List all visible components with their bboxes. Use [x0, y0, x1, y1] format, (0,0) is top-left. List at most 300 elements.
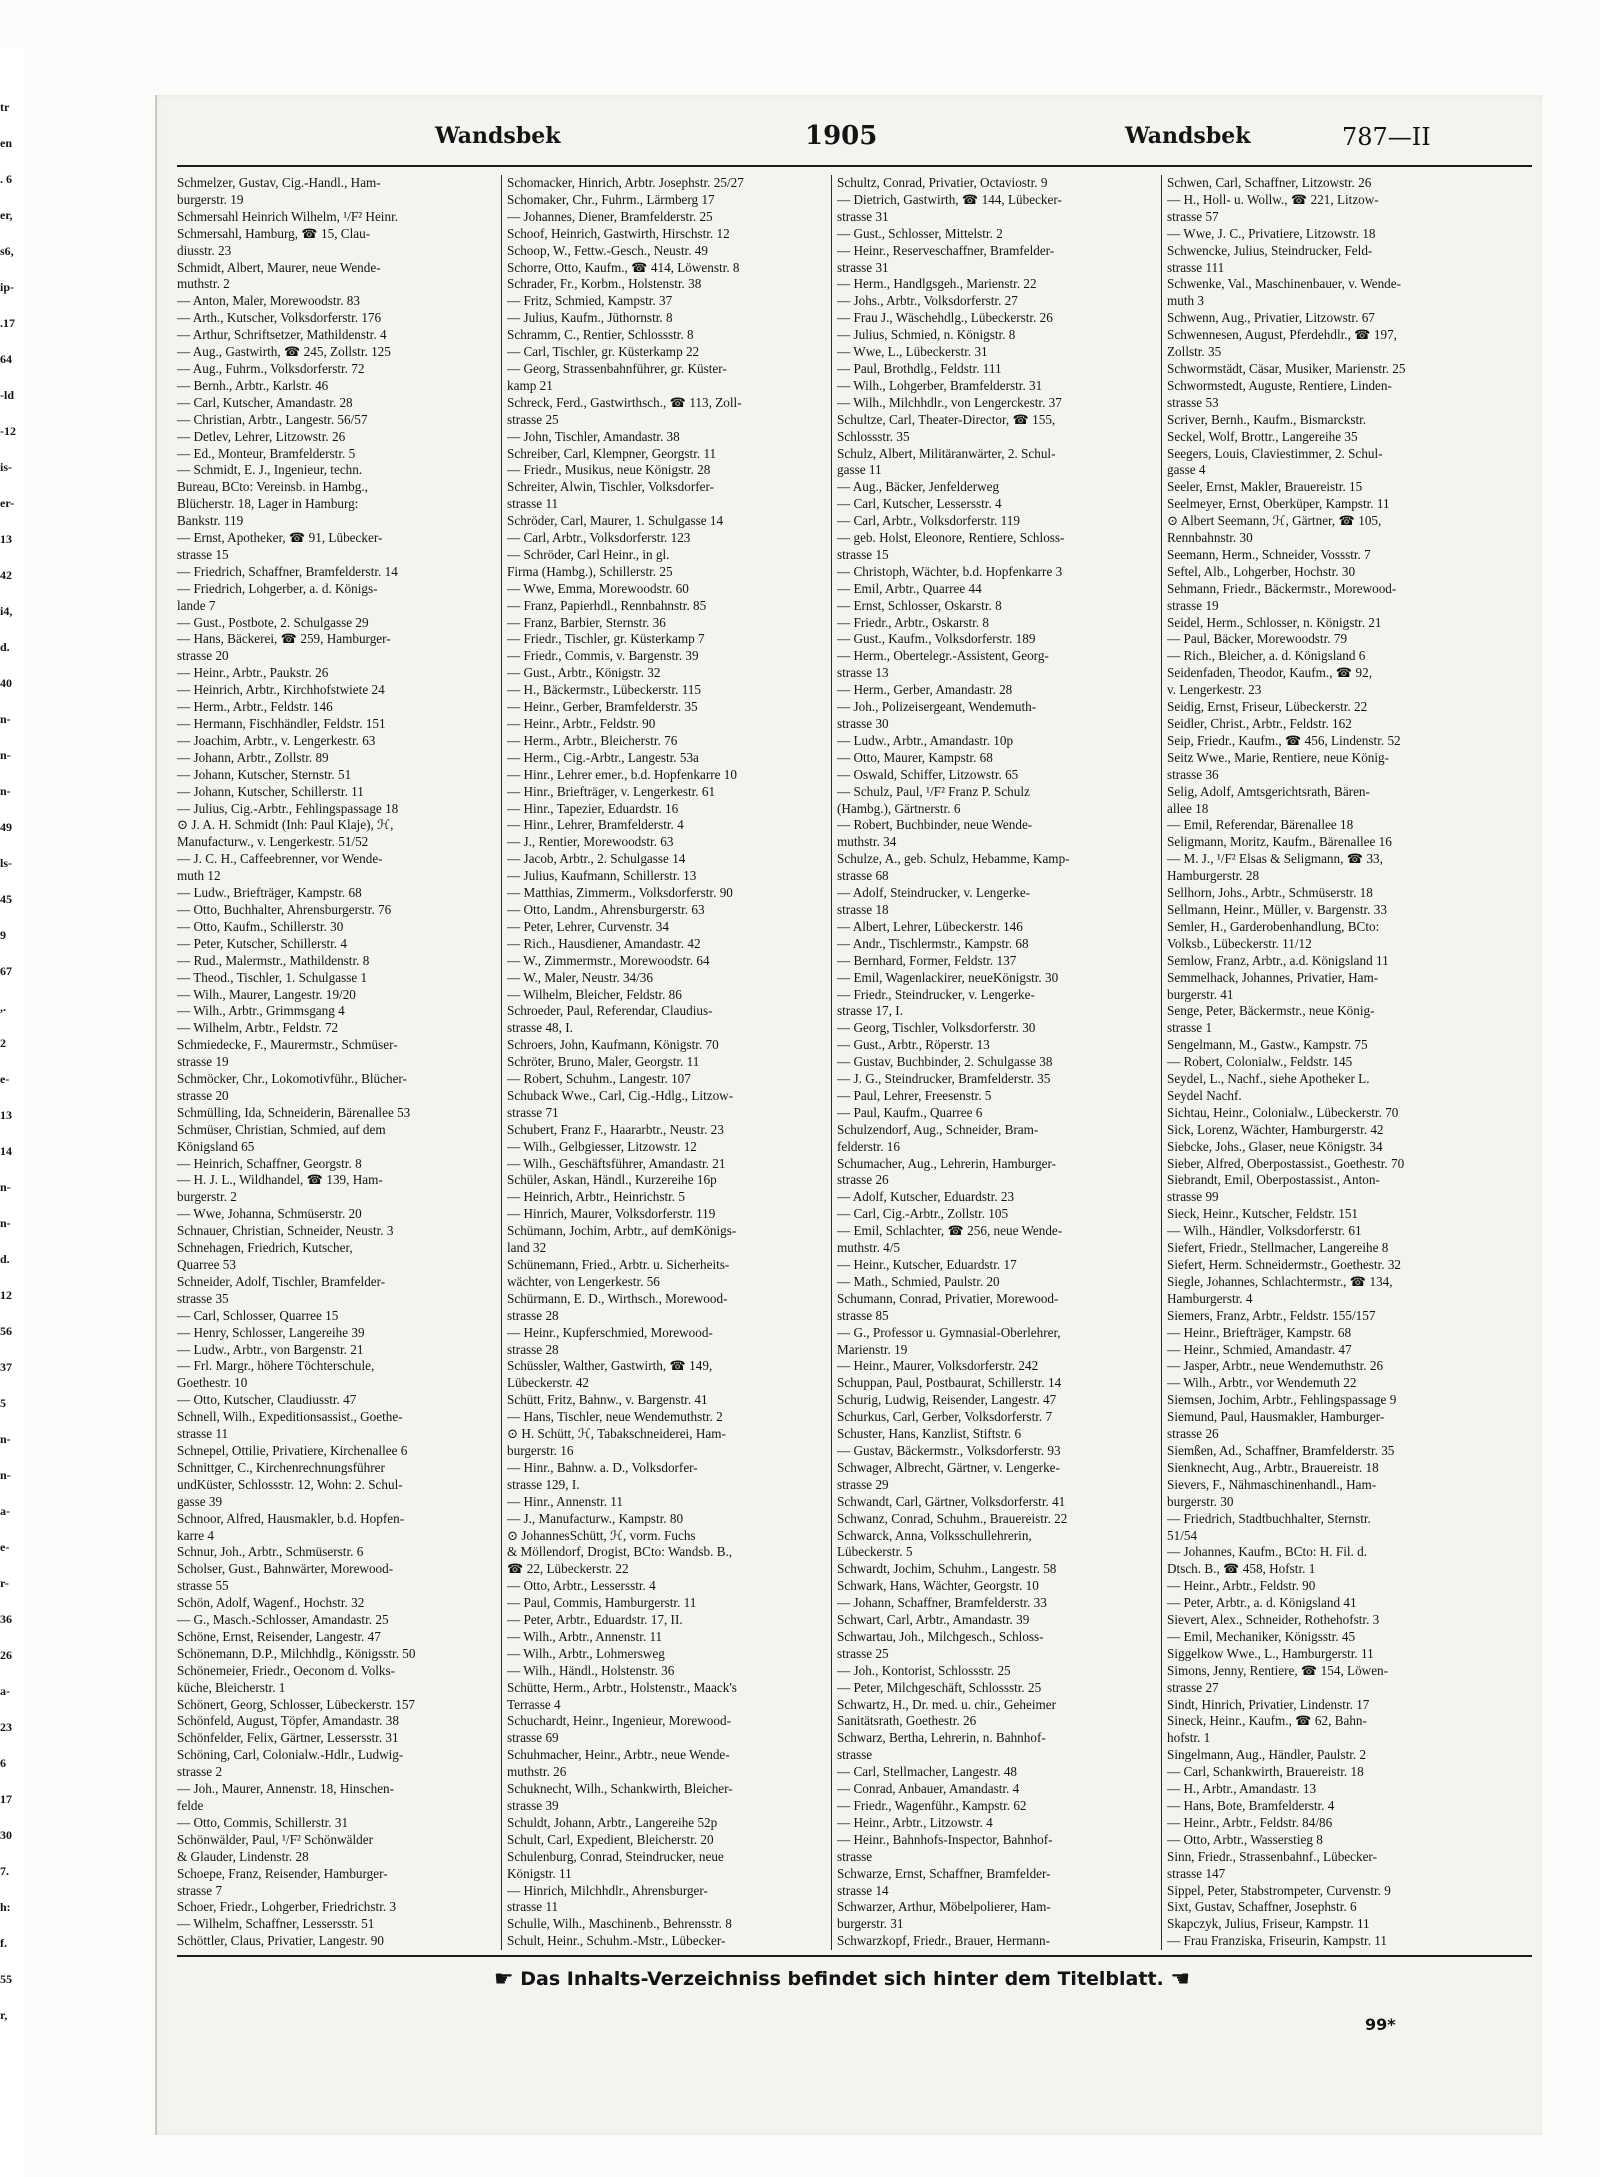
directory-entry-line: Schulzendorf, Aug., Schneider, Bram- — [837, 1121, 1039, 1137]
directory-entry-line: — Emil, Referendar, Bärenallee 18 — [1167, 817, 1354, 833]
directory-entry-line: strasse 129, I. — [507, 1476, 580, 1492]
directory-entry-line: — Friedr., Commis, v. Bargenstr. 39 — [507, 648, 699, 664]
directory-entry-line: strasse 31 — [837, 259, 889, 275]
directory-entry-line: Sinn, Friedr., Strassenbahnf., Lübecker- — [1167, 1848, 1377, 1864]
margin-fragment: s6, — [0, 244, 14, 258]
pointing-hand-left-icon: ☚ — [1170, 1967, 1191, 1992]
directory-entry-line: — Julius, Kaufm., Jüthornstr. 8 — [507, 310, 673, 326]
directory-entry-line: — Rich., Bleicher, a. d. Königsland 6 — [1167, 648, 1366, 664]
directory-entry-line: Schwardt, Jochim, Schuhm., Langestr. 58 — [837, 1561, 1057, 1577]
directory-entry-line: Schreiter, Alwin, Tischler, Volksdorfer- — [507, 479, 714, 495]
directory-entry-line: — Wilh., Maurer, Langestr. 19/20 — [177, 986, 356, 1002]
directory-entry-line: Schuster, Hans, Kanzlist, Stiftstr. 6 — [837, 1426, 1022, 1442]
directory-entry-line: — Dietrich, Gastwirth, ☎ 144, Lübecker- — [837, 191, 1062, 207]
directory-entry-line: Schwartau, Joh., Milchgesch., Schloss- — [837, 1628, 1044, 1644]
directory-entry-line: — Math., Schmied, Paulstr. 20 — [837, 1273, 1000, 1289]
directory-entry-line: — Wwe, Johanna, Schmüserstr. 20 — [177, 1206, 362, 1222]
directory-entry-line: strasse 26 — [837, 1172, 889, 1188]
directory-entry-line: — Carl, Kutscher, Lessersstr. 4 — [837, 496, 1002, 512]
directory-entry-line: Marienstr. 19 — [837, 1341, 908, 1357]
directory-entry-line: Sievers, F., Nähmaschinenhandl., Ham- — [1167, 1476, 1377, 1492]
directory-entry-line: Schurig, Ludwig, Reisender, Langestr. 47 — [837, 1392, 1057, 1408]
directory-entry-line: — Aug., Bäcker, Jenfelderweg — [837, 479, 1000, 495]
directory-entry-line: Selig, Adolf, Amtsgerichtsrath, Bären- — [1167, 783, 1370, 799]
directory-entry-line: Schmüser, Christian, Schmied, auf dem — [177, 1121, 386, 1137]
directory-entry-line: — Carl, Tischler, gr. Küsterkamp 22 — [507, 344, 700, 360]
directory-entry-line: Seip, Friedr., Kaufm., ☎ 456, Lindenstr. 52 — [1167, 732, 1401, 748]
directory-entry-line: Schnur, Joh., Arbtr., Schmüserstr. 6 — [177, 1544, 364, 1560]
directory-entry-line: felderstr. 16 — [837, 1138, 900, 1154]
directory-entry-line: burgerstr. 30 — [1167, 1493, 1234, 1509]
directory-entry-line: — Peter, Milchgeschäft, Schlossstr. 25 — [837, 1679, 1042, 1695]
directory-entry-line: muthstr. 4/5 — [837, 1240, 901, 1256]
directory-entry-line: — Ludw., Arbtr., von Bargenstr. 21 — [177, 1341, 364, 1357]
directory-entry-line: — Robert, Buchbinder, neue Wende- — [837, 817, 1033, 833]
directory-entry-line: Scholser, Gust., Bahnwärter, Morewood- — [177, 1561, 394, 1577]
directory-entry-line: — Hinr., Tapezier, Eduardstr. 16 — [507, 800, 679, 816]
directory-entry-line: strasse 71 — [507, 1104, 559, 1120]
directory-entry-line: Sieck, Heinr., Kutscher, Feldstr. 151 — [1167, 1206, 1359, 1222]
adjacent-page-margin — [0, 48, 24, 2177]
margin-fragment: n- — [0, 712, 11, 726]
margin-fragment: a- — [0, 1504, 10, 1518]
directory-entry-line: (Hambg.), Gärtnerstr. 6 — [837, 800, 961, 816]
directory-entry-line: — Ludw., Briefträger, Kampstr. 68 — [177, 885, 362, 901]
directory-entry-line: Schult, Carl, Expedient, Bleicherstr. 20 — [507, 1831, 714, 1847]
directory-entry-line: Siemßen, Ad., Schaffner, Bramfelderstr. 35 — [1167, 1442, 1395, 1458]
directory-entry-line: strasse 69 — [507, 1730, 559, 1746]
directory-entry-line: — Heinr., Arbtr., Paukstr. 26 — [177, 665, 329, 681]
directory-entry-line: Schoop, W., Fettw.-Gesch., Neustr. 49 — [507, 242, 708, 258]
directory-entry-line: strasse 14 — [837, 1882, 889, 1898]
directory-entry-line: Schoer, Friedr., Lohgerber, Friedrichstr. 3 — [177, 1899, 397, 1915]
margin-fragment: 40 — [0, 676, 12, 690]
directory-entry-line: & Möllendorf, Drogist, BCto: Wandsb. B., — [507, 1544, 733, 1560]
directory-entry-line: — Friedr., Arbtr., Oskarstr. 8 — [837, 614, 990, 630]
directory-entry-line: Schwenke, Val., Maschinenbauer, v. Wende- — [1167, 276, 1402, 292]
directory-entry-line: Schuback Wwe., Carl, Cig.-Hdlg., Litzow- — [507, 1087, 734, 1103]
footer-rule — [177, 1955, 1532, 1957]
directory-entry-line: Seftel, Alb., Lohgerber, Hochstr. 30 — [1167, 563, 1356, 579]
directory-entry-line: Firma (Hambg.), Schillerstr. 25 — [507, 563, 673, 579]
margin-fragment: . 6 — [0, 172, 12, 186]
margin-fragment: 13 — [0, 532, 12, 546]
directory-entry-line: ⊙ JohannesSchütt, ℋ, vorm. Fuchs — [507, 1527, 696, 1543]
directory-entry-line: strasse 27 — [1167, 1679, 1219, 1695]
directory-entry-line: muthstr. 26 — [507, 1764, 567, 1780]
directory-entry-line: — M. J., ¹/F² Elsas & Seligmann, ☎ 33, — [1167, 851, 1383, 867]
directory-entry-line: kamp 21 — [507, 377, 553, 393]
directory-entry-line: — Bernhard, Former, Feldstr. 137 — [837, 952, 1017, 968]
directory-entry-line: land 32 — [507, 1240, 547, 1256]
directory-entry-line: strasse 20 — [177, 648, 229, 664]
directory-entry-line: — Gust., Schlosser, Mittelstr. 2 — [837, 225, 1003, 241]
directory-entry-line: Sehmann, Friedr., Bäckermstr., Morewood- — [1167, 580, 1397, 596]
margin-fragment: 12 — [0, 1288, 12, 1302]
directory-entry-line: — H., Holl- u. Wollw., ☎ 221, Litzow- — [1167, 191, 1379, 207]
directory-entry-line: — Christoph, Wächter, b.d. Hopfenkarre 3 — [837, 563, 1063, 579]
directory-page — [155, 95, 1542, 2135]
margin-fragment: 36 — [0, 1612, 12, 1626]
directory-entry-line: — Paul, Kaufm., Quarree 6 — [837, 1104, 983, 1120]
margin-fragment: -12 — [0, 424, 16, 438]
directory-entry-line: Schmöcker, Chr., Lokomotivführ., Blücher- — [177, 1071, 407, 1087]
directory-entry-line: Sichtau, Heinr., Colonialw., Lübeckerstr. 70 — [1167, 1104, 1399, 1120]
directory-entry-line: Schulle, Wilh., Maschinenb., Behrensstr. 8 — [507, 1916, 732, 1932]
directory-entry-line: muth 12 — [177, 868, 221, 884]
directory-entry-line: strasse 30 — [837, 716, 889, 731]
directory-entry-line: Hamburgerstr. 28 — [1167, 868, 1260, 884]
directory-entry-line: Seidenfaden, Theodor, Kaufm., ☎ 92, — [1167, 665, 1372, 681]
directory-entry-line: — Otto, Maurer, Kampstr. 68 — [837, 749, 993, 765]
header-rule — [177, 165, 1532, 167]
directory-entry-line: ⊙ H. Schütt, ℋ, Tabakschneiderei, Ham- — [507, 1426, 726, 1442]
directory-entry-line: Sindt, Hinrich, Privatier, Lindenstr. 17 — [1167, 1696, 1370, 1712]
margin-fragment: 56 — [0, 1324, 12, 1338]
directory-entry-line: — Heinr., Schmied, Amandastr. 47 — [1167, 1341, 1352, 1357]
directory-entry-line: Schmiedecke, F., Maurermstr., Schmüser- — [177, 1037, 398, 1053]
directory-entry-line: — Otto, Buchhalter, Ahrensburgerstr. 76 — [177, 901, 392, 917]
directory-entry-line: strasse 11 — [507, 496, 559, 512]
directory-entry-line: karre 4 — [177, 1527, 214, 1543]
directory-entry-line: — Herm., Cig.-Arbtr., Langestr. 53a — [507, 749, 699, 765]
directory-entry-line: — Bernh., Arbtr., Karlstr. 46 — [177, 377, 329, 393]
directory-entry-line: Schwart, Carl, Arbtr., Amandastr. 39 — [837, 1612, 1030, 1628]
directory-entry-line: — Jasper, Arbtr., neue Wendemuthstr. 26 — [1167, 1358, 1384, 1374]
directory-entry-line: — Hinrich, Milchhdlr., Ahrensburger- — [507, 1882, 708, 1898]
directory-entry-line: Schnoor, Alfred, Hausmakler, b.d. Hopfen- — [177, 1510, 405, 1526]
directory-entry-line: Schmelzer, Gustav, Cig.-Handl., Ham- — [177, 175, 381, 190]
directory-entry-line: Schwenn, Aug., Privatier, Litzowstr. 67 — [1167, 310, 1375, 326]
directory-entry-line: — H. J. L., Wildhandel, ☎ 139, Ham- — [177, 1172, 383, 1188]
directory-entry-line: — Schmidt, E. J., Ingenieur, techn. — [177, 462, 363, 478]
directory-entry-line: muth 3 — [1167, 293, 1204, 309]
directory-entry-line: Schüssler, Walther, Gastwirth, ☎ 149, — [507, 1358, 713, 1374]
directory-entry-line: — Wilh., Gelbgiesser, Litzowstr. 12 — [507, 1138, 697, 1154]
directory-entry-line: Volksb., Lübeckerstr. 11/12 — [1167, 935, 1312, 951]
directory-entry-line: ⊙ J. A. H. Schmidt (Inh: Paul Klaje), ℋ, — [177, 817, 394, 833]
directory-entry-line: — Friedr., Steindrucker, v. Lengerke- — [837, 986, 1035, 1002]
directory-entry-line: strasse 13 — [837, 665, 889, 681]
directory-entry-line: Terrasse 4 — [507, 1696, 561, 1712]
directory-entry-line: Senge, Peter, Bäckermstr., neue König- — [1167, 1003, 1375, 1019]
directory-entry-line: — Ernst, Apotheker, ☎ 91, Lübecker- — [177, 530, 383, 546]
directory-entry-line: — Heinr., Reserveschaffner, Bramfelder- — [837, 242, 1055, 258]
directory-entry-line: Schroers, John, Kaufmann, Königstr. 70 — [507, 1037, 719, 1053]
directory-entry-line: strasse — [837, 1747, 873, 1763]
directory-entry-line: — Wilh., Milchhdlr., von Lengerckestr. 37 — [837, 394, 1062, 410]
directory-entry-line: — Andr., Tischlermstr., Kampstr. 68 — [837, 935, 1029, 951]
directory-entry-line: — Friedr., Tischler, gr. Küsterkamp 7 — [507, 631, 705, 647]
margin-fragment: 2 — [0, 1036, 6, 1050]
directory-entry-line: — Arthur, Schriftsetzer, Mathildenstr. 4 — [177, 327, 387, 343]
column-2 — [507, 175, 825, 1950]
directory-entry-line: ⊙ Albert Seemann, ℋ, Gärtner, ☎ 105, — [1167, 513, 1382, 529]
directory-entry-line: — Georg, Tischler, Volksdorferstr. 30 — [837, 1020, 1036, 1036]
directory-entry-line: — Johann, Kutscher, Schillerstr. 11 — [177, 783, 364, 799]
column-divider — [831, 175, 832, 1950]
directory-entry-line: — W., Zimmermstr., Morewoodstr. 64 — [507, 952, 710, 968]
directory-entry-line: Schwarzkopf, Friedr., Brauer, Hermann- — [837, 1933, 1050, 1949]
margin-fragment: er, — [0, 208, 13, 222]
directory-entry-line: Sixt, Gustav, Schaffner, Josephstr. 6 — [1167, 1899, 1357, 1915]
directory-entry-line: — Jacob, Arbtr., 2. Schulgasse 14 — [507, 851, 686, 867]
directory-entry-line: — Hinr., Bahnw. a. D., Volksdorfer- — [507, 1459, 698, 1475]
directory-entry-line: strasse 99 — [1167, 1189, 1219, 1205]
directory-entry-line: — Gust., Arbtr., Königstr. 32 — [507, 665, 661, 681]
directory-entry-line: Schwandt, Carl, Gärtner, Volksdorferstr. 41 — [837, 1493, 1066, 1509]
footer-note — [392, 1967, 1292, 1992]
directory-entry-line: Sellmann, Heinr., Müller, v. Bargenstr. 33 — [1167, 901, 1387, 917]
directory-entry-line: Schwarck, Anna, Volksschullehrerin, — [837, 1527, 1032, 1543]
directory-entry-line: Schönert, Georg, Schlosser, Lübeckerstr. 157 — [177, 1696, 416, 1712]
directory-entry-line: — Johannes, Kaufm., BCto: H. Fil. d. — [1167, 1544, 1368, 1560]
directory-entry-line: — Rich., Hausdiener, Amandastr. 42 — [507, 935, 701, 951]
directory-entry-line: strasse 19 — [1167, 597, 1219, 613]
directory-entry-line: — Heinr., Kupferschmied, Morewood- — [507, 1324, 713, 1340]
margin-fragment: ls- — [0, 856, 12, 870]
directory-entry-line: — Georg, Strassenbahnführer, gr. Küster- — [507, 360, 727, 376]
directory-entry-line: strasse 20 — [177, 1087, 229, 1103]
directory-entry-line: Seemann, Herm., Schneider, Vossstr. 7 — [1167, 546, 1371, 562]
directory-entry-line: Dtsch. B., ☎ 458, Hofstr. 1 — [1167, 1561, 1316, 1577]
directory-entry-line: Siefert, Friedr., Stellmacher, Langereihe 8 — [1167, 1240, 1389, 1256]
directory-entry-line: Schwormstedt, Auguste, Rentiere, Linden- — [1167, 377, 1392, 393]
directory-entry-line: Schumann, Conrad, Privatier, Morewood- — [837, 1290, 1059, 1306]
directory-entry-line: — Gust., Arbtr., Röperstr. 13 — [837, 1037, 990, 1053]
directory-entry-line: — Hinr., Annenstr. 11 — [507, 1493, 623, 1509]
directory-entry-line: — H., Bäckermstr., Lübeckerstr. 115 — [507, 682, 701, 698]
directory-entry-line: muthstr. 34 — [837, 834, 897, 850]
directory-entry-line: Sievert, Alex., Schneider, Rothehofstr. 3 — [1167, 1612, 1380, 1628]
directory-entry-line: — Heinr., Gerber, Bramfelderstr. 35 — [507, 699, 698, 715]
margin-fragment: 17 — [0, 1792, 12, 1806]
directory-entry-line: Schulze, A., geb. Schulz, Hebamme, Kamp- — [837, 851, 1070, 867]
directory-entry-line: strasse 53 — [1167, 394, 1219, 410]
margin-fragment: 14 — [0, 1144, 12, 1158]
header-city-right: Wandsbek — [1125, 123, 1251, 149]
directory-entry-line: Schöttler, Claus, Privatier, Langestr. 90 — [177, 1933, 384, 1949]
directory-entry-line: strasse 19 — [177, 1054, 229, 1070]
directory-entry-line: — Wilhelm, Arbtr., Feldstr. 72 — [177, 1020, 339, 1036]
margin-fragment: ip- — [0, 280, 15, 294]
directory-entry-line: — Wwe, J. C., Privatiere, Litzowstr. 18 — [1167, 225, 1376, 241]
directory-entry-line: — Carl, Arbtr., Volksdorferstr. 119 — [837, 513, 1020, 529]
directory-entry-line: Schramm, C., Rentier, Schlossstr. 8 — [507, 327, 694, 343]
directory-entry-line: — Johs., Arbtr., Volksdorferstr. 27 — [837, 293, 1018, 309]
margin-fragment: en — [0, 136, 12, 150]
directory-entry-line: — Peter, Kutscher, Schillerstr. 4 — [177, 935, 347, 951]
directory-entry-line: — Frau Franziska, Friseurin, Kampstr. 11 — [1167, 1933, 1388, 1949]
directory-entry-line: Zollstr. 35 — [1167, 344, 1222, 360]
directory-entry-line: — Heinr., Kutscher, Eduardstr. 17 — [837, 1257, 1017, 1272]
margin-fragment: 23 — [0, 1720, 12, 1734]
directory-entry-line: — Franz, Barbier, Sternstr. 36 — [507, 614, 666, 630]
directory-entry-line: — Hinr., Lehrer emer., b.d. Hopfenkarre 10 — [507, 766, 737, 782]
directory-entry-line: — Friedrich, Schaffner, Bramfelderstr. 14 — [177, 563, 398, 579]
directory-entry-line: — Gust., Kaufm., Volksdorferstr. 189 — [837, 631, 1036, 647]
directory-entry-line: Schomacker, Hinrich, Arbtr. Josephstr. 25/27 — [507, 175, 744, 190]
directory-entry-line: Siemers, Franz, Arbtr., Feldstr. 155/157 — [1167, 1307, 1376, 1323]
directory-entry-line: strasse — [837, 1848, 873, 1864]
directory-entry-line: Seeler, Ernst, Makler, Brauereistr. 15 — [1167, 479, 1363, 495]
page-header — [177, 123, 1542, 153]
directory-entry-line: Schütt, Fritz, Bahnw., v. Bargenstr. 41 — [507, 1392, 708, 1408]
entry-columns — [177, 175, 1542, 1950]
directory-entry-line: muthstr. 2 — [177, 276, 230, 292]
directory-entry-line: strasse 85 — [837, 1307, 889, 1323]
directory-entry-line: Schoof, Heinrich, Gastwirth, Hirschstr. 12 — [507, 225, 730, 241]
directory-entry-line: Schuchardt, Heinr., Ingenieur, Morewood- — [507, 1713, 731, 1729]
directory-entry-line: — Wilh., Händler, Volksdorferstr. 61 — [1167, 1223, 1362, 1239]
directory-entry-line: — Wilh., Arbtr., Annenstr. 11 — [507, 1628, 663, 1644]
directory-entry-line: Schön, Adolf, Wagenf., Hochstr. 32 — [177, 1595, 365, 1611]
directory-entry-line: felde — [177, 1798, 204, 1813]
directory-entry-line: — Wilhelm, Schaffner, Lessersstr. 51 — [177, 1916, 375, 1932]
directory-entry-line: Schwarze, Ernst, Schaffner, Bramfelder- — [837, 1865, 1051, 1881]
directory-entry-line: Seydel, L., Nachf., siehe Apotheker L. — [1167, 1071, 1370, 1087]
directory-entry-line: Schnauer, Christian, Schneider, Neustr. 3 — [177, 1223, 394, 1239]
directory-entry-line: — Joh., Kontorist, Schlossstr. 25 — [837, 1662, 1011, 1678]
directory-entry-line: — Carl, Schlosser, Quarree 15 — [177, 1307, 339, 1323]
directory-entry-line: küche, Bleicherstr. 1 — [177, 1679, 286, 1695]
margin-fragment: f. — [0, 1936, 7, 1950]
directory-entry-line: — Albert, Lehrer, Lübeckerstr. 146 — [837, 918, 1023, 934]
directory-entry-line: — Ernst, Schlosser, Oskarstr. 8 — [837, 597, 1002, 613]
directory-entry-line: strasse 28 — [507, 1307, 559, 1323]
margin-fragment: 9 — [0, 928, 6, 942]
column-divider — [501, 175, 502, 1950]
directory-entry-line: — Wwe, L., Lübeckerstr. 31 — [837, 344, 988, 360]
directory-entry-line: Bureau, BCto: Vereinsb. in Hambg., — [177, 479, 368, 495]
directory-entry-line: Seidel, Herm., Schlosser, n. Königstr. 21 — [1167, 614, 1382, 630]
directory-entry-line: — Herm., Arbtr., Bleicherstr. 76 — [507, 732, 678, 748]
margin-fragment: e- — [0, 1072, 10, 1086]
directory-entry-line: Schönemeier, Friedr., Oeconom d. Volks- — [177, 1662, 396, 1678]
directory-entry-line: — Julius, Cig.-Arbtr., Fehlingspassage 18 — [177, 800, 399, 816]
directory-entry-line: Schnepel, Ottilie, Privatiere, Kirchenallee 6 — [177, 1442, 408, 1458]
directory-entry-line: Lübeckerstr. 5 — [837, 1544, 913, 1560]
directory-entry-line: strasse 26 — [1167, 1426, 1219, 1442]
directory-entry-line: — Wilh., Arbtr., vor Wendemuth 22 — [1167, 1375, 1357, 1391]
directory-entry-line: diusstr. 23 — [177, 242, 232, 258]
directory-entry-line: — Johannes, Diener, Bramfelderstr. 25 — [507, 208, 713, 224]
directory-entry-line: Schumacher, Aug., Lehrerin, Hamburger- — [837, 1155, 1057, 1171]
directory-entry-line: strasse 2 — [177, 1764, 223, 1780]
directory-entry-line: — Heinr., Arbtr., Feldstr. 84/86 — [1167, 1814, 1333, 1830]
directory-entry-line: — Frl. Margr., höhere Töchterschule, — [177, 1358, 375, 1374]
directory-entry-line: — Hinr., Lehrer, Bramfelderstr. 4 — [507, 817, 684, 833]
directory-entry-line: Schümann, Jochim, Arbtr., auf demKönigs- — [507, 1223, 737, 1239]
directory-entry-line: Siebrandt, Emil, Oberpostassist., Anton- — [1167, 1172, 1380, 1188]
directory-entry-line: strasse 55 — [177, 1578, 229, 1594]
directory-entry-line: Schürmann, E. D., Wirthsch., Morewood- — [507, 1290, 728, 1306]
directory-entry-line: strasse 35 — [177, 1290, 229, 1306]
directory-entry-line: Schwencke, Julius, Steindrucker, Feld- — [1167, 242, 1373, 258]
directory-entry-line: allee 18 — [1167, 800, 1209, 816]
directory-entry-line: — Johann, Arbtr., Zollstr. 89 — [177, 749, 329, 765]
directory-entry-line: Skapczyk, Julius, Friseur, Kampstr. 11 — [1167, 1916, 1370, 1932]
directory-entry-line: strasse 7 — [177, 1882, 223, 1898]
directory-entry-line: Goethestr. 10 — [177, 1375, 248, 1391]
directory-entry-line: Manufacturw., v. Lengerkestr. 51/52 — [177, 834, 369, 850]
margin-fragment: 6 — [0, 1756, 6, 1770]
directory-entry-line: — Otto, Commis, Schillerstr. 31 — [177, 1814, 349, 1830]
directory-entry-line: Sick, Lorenz, Wächter, Hamburgerstr. 42 — [1167, 1121, 1384, 1137]
directory-entry-line: strasse 18 — [837, 901, 889, 917]
directory-entry-line: — Gustav, Buchbinder, 2. Schulgasse 38 — [837, 1054, 1053, 1070]
column-1 — [177, 175, 495, 1950]
directory-entry-line: — Hinr., Briefträger, v. Lengerkestr. 61 — [507, 783, 716, 799]
directory-entry-line: strasse 15 — [177, 546, 229, 562]
directory-entry-line: Siggelkow Wwe., L., Hamburgerstr. 11 — [1167, 1645, 1374, 1661]
directory-entry-line: Schwager, Albrecht, Gärtner, v. Lengerke- — [837, 1459, 1060, 1475]
directory-entry-line: Schönfeld, August, Töpfer, Amandastr. 38 — [177, 1713, 399, 1729]
directory-entry-line: — Franz, Papierhdl., Rennbahnstr. 85 — [507, 597, 707, 613]
margin-fragment: -ld — [0, 388, 15, 402]
directory-entry-line: — Paul, Commis, Hamburgerstr. 11 — [507, 1595, 697, 1611]
directory-entry-line: — Paul, Brothdlg., Feldstr. 111 — [837, 360, 1002, 376]
directory-entry-line: Blücherstr. 18, Lager in Hamburg: — [177, 496, 359, 512]
directory-entry-line: — J., Rentier, Morewoodstr. 63 — [507, 834, 674, 850]
margin-fragment: ,. — [0, 1000, 6, 1014]
directory-entry-line: Siebcke, Johs., Glaser, neue Königstr. 34 — [1167, 1138, 1383, 1154]
directory-entry-line: Schönfelder, Felix, Gärtner, Lessersstr. 31 — [177, 1730, 399, 1746]
directory-entry-line: — Peter, Arbtr., Eduardstr. 17, II. — [507, 1612, 683, 1628]
directory-entry-line: Schröter, Bruno, Maler, Georgstr. 11 — [507, 1054, 700, 1070]
directory-entry-line: burgerstr. 31 — [837, 1916, 904, 1932]
directory-entry-line: Schwark, Hans, Wächter, Georgstr. 10 — [837, 1578, 1039, 1594]
directory-entry-line: Schünemann, Fried., Arbtr. u. Sicherheits- — [507, 1257, 730, 1272]
directory-entry-line: — Christian, Arbtr., Langestr. 56/57 — [177, 411, 368, 427]
directory-entry-line: burgerstr. 41 — [1167, 986, 1234, 1002]
margin-fragment: n- — [0, 784, 11, 798]
directory-entry-line: Schwen, Carl, Schaffner, Litzowstr. 26 — [1167, 175, 1372, 190]
margin-fragment: e- — [0, 1540, 10, 1554]
directory-entry-line: Schult, Heinr., Schuhm.-Mstr., Lübecker- — [507, 1933, 726, 1949]
margin-fragment: n- — [0, 1468, 11, 1482]
directory-entry-line: Siemund, Paul, Hausmakler, Hamburger- — [1167, 1409, 1385, 1425]
directory-entry-line: 51/54 — [1167, 1527, 1198, 1543]
directory-entry-line: strasse 68 — [837, 868, 889, 884]
directory-entry-line: — J. G., Steindrucker, Bramfelderstr. 35 — [837, 1071, 1051, 1087]
directory-entry-line: Seidig, Ernst, Friseur, Lübeckerstr. 22 — [1167, 699, 1368, 715]
directory-entry-line: Schmersahl Heinrich Wilhelm, ¹/F² Heinr. — [177, 208, 399, 224]
directory-entry-line: strasse 111 — [1167, 259, 1225, 275]
directory-entry-line: Seelmeyer, Ernst, Oberküper, Kampstr. 11 — [1167, 496, 1390, 512]
directory-entry-line: Singelmann, Aug., Händler, Paulstr. 2 — [1167, 1747, 1367, 1763]
margin-fragment: tr — [0, 100, 10, 114]
directory-entry-line: Schoepe, Franz, Reisender, Hamburger- — [177, 1865, 388, 1881]
directory-entry-line: Schröder, Carl, Maurer, 1. Schulgasse 14 — [507, 513, 724, 529]
directory-entry-line: — Johann, Kutscher, Sternstr. 51 — [177, 766, 352, 782]
page-number: 787—II — [1342, 123, 1431, 151]
directory-entry-line: — Anton, Maler, Morewoodstr. 83 — [177, 293, 360, 309]
directory-entry-line: Königstr. 11 — [507, 1865, 572, 1881]
directory-entry-line: Sineck, Heinr., Kaufm., ☎ 62, Bahn- — [1167, 1713, 1367, 1729]
directory-entry-line: — Aug., Gastwirth, ☎ 245, Zollstr. 125 — [177, 344, 391, 360]
directory-entry-line: Schulz, Albert, Militäranwärter, 2. Schul- — [837, 445, 1056, 461]
directory-entry-line: — Wilh., Arbtr., Lohmersweg — [507, 1645, 665, 1661]
directory-entry-line: Schuldt, Johann, Arbtr., Langereihe 52p — [507, 1814, 718, 1830]
directory-entry-line: ☎ 22, Lübeckerstr. 22 — [507, 1561, 629, 1577]
margin-fragment: i4, — [0, 604, 13, 618]
directory-entry-line: — Otto, Arbtr., Lessersstr. 4 — [507, 1578, 656, 1594]
directory-entry-line: Sieber, Alfred, Oberpostassist., Goethestr. 70 — [1167, 1155, 1405, 1171]
margin-fragment: d. — [0, 640, 10, 654]
directory-entry-line: Schreiber, Carl, Klempner, Georgstr. 11 — [507, 445, 717, 461]
directory-entry-line: — Fritz, Schmied, Kampstr. 37 — [507, 293, 673, 309]
